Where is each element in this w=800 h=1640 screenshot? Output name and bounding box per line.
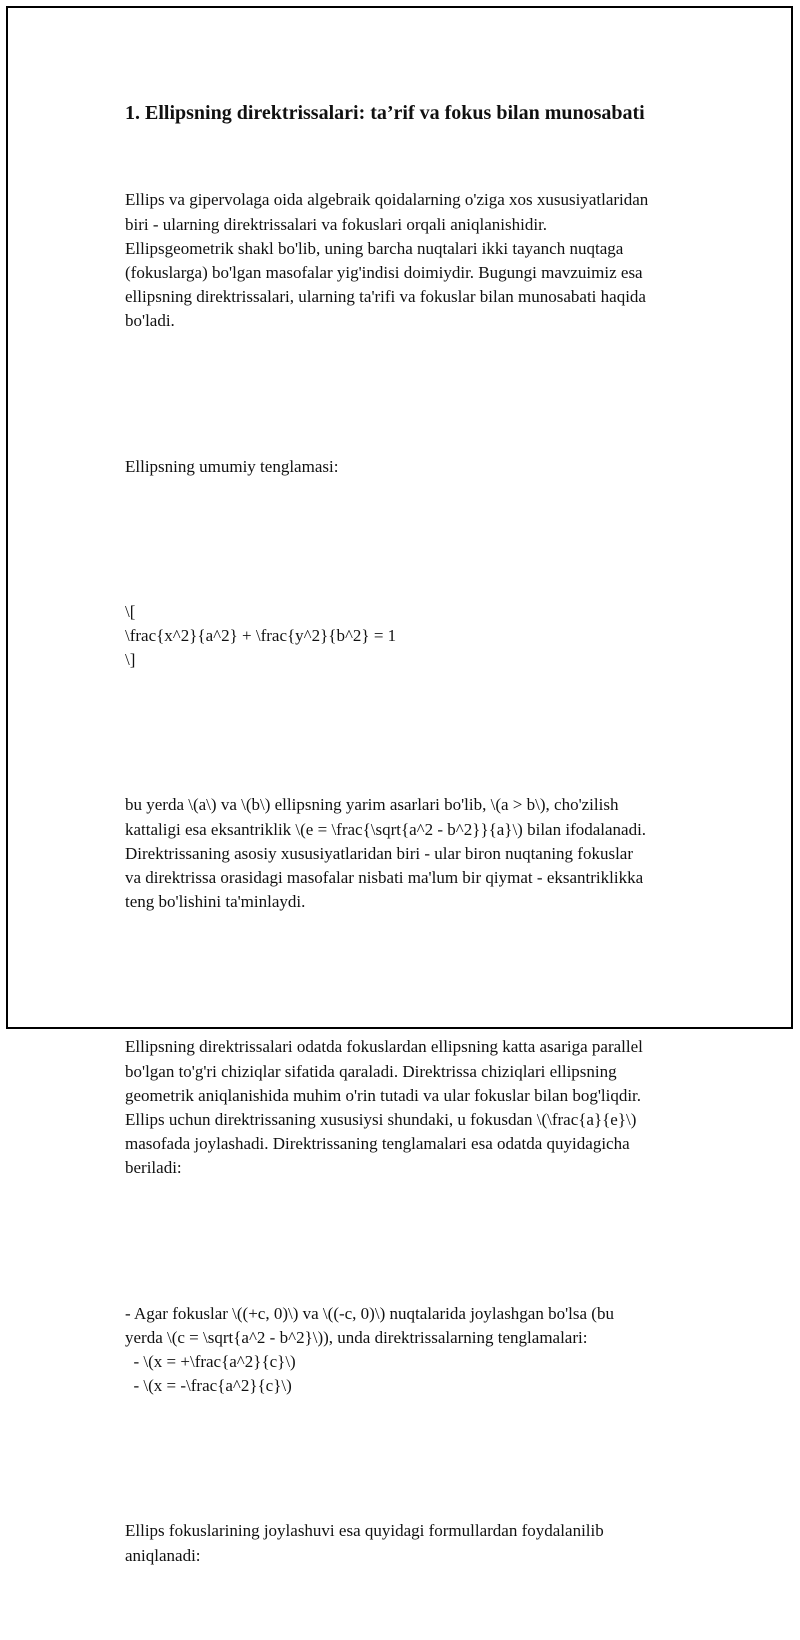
list-item: - \(x = -\frac{a^2}{c}\) <box>125 1376 292 1396</box>
text-line: teng bo'lishini ta'minlaydi. <box>125 892 306 912</box>
text-line: Ellipsning direktrissalari odatda fokuslardan ellipsning katta asariga parallel <box>125 1037 643 1057</box>
text-line: ellipsning direktrissalari, ularning ta'rifi va fokuslar bilan munosabati haqida <box>125 287 646 307</box>
list-item: - \(x = +\frac{a^2}{c}\) <box>125 1352 296 1372</box>
text-line: Ellips fokuslarining joylashuvi esa quyidagi formullardan foydalanilib <box>125 1521 604 1541</box>
text-line: bo'lgan to'g'ri chiziqlar sifatida qaraladi. Direktrissa chiziqlari ellipsning <box>125 1061 617 1081</box>
text-line: bu yerda \(a\) va \(b\) ellipsning yarim asarlari bo'lib, \(a > b\), cho'zilish <box>125 795 619 815</box>
text-line: Ellipsning umumiy tenglamasi: <box>125 456 339 476</box>
text-line: kattaligi esa eksantriklik \(e = \frac{\sqrt{a^2 - b^2}}{a}\) bilan ifodalanadi. <box>125 819 647 839</box>
document-body <box>125 100 705 1640</box>
text-line: Ellipsgeometrik shakl bo'lib, uning barcha nuqtalari ikki tayanch nuqtaga <box>125 238 624 258</box>
text-line: bo'ladi. <box>125 311 175 331</box>
text-line: Ellips va gipervolaga oida algebraik qoidalarning o'ziga xos xususiyatlaridan <box>125 190 649 210</box>
page-frame <box>6 6 793 1565</box>
paragraph-directrix <box>125 987 705 1229</box>
paragraph-focus-list <box>125 1253 705 1447</box>
equation-line: \] <box>125 650 136 670</box>
paragraph-conclusion <box>125 1471 705 1616</box>
equation-line: \frac{x^2}{a^2} + \frac{y^2}{b^2} = 1 <box>125 626 397 646</box>
list-item: - Agar fokuslar \((+c, 0)\) va \((-c, 0)\) nuqtalarida joylashgan bo'lsa (bu <box>125 1303 614 1323</box>
text-line: Direktrissaning asosiy xususiyatlaridan biri - ular biron nuqtaning fokuslar <box>125 843 634 863</box>
text-line: beriladi: <box>125 1158 182 1178</box>
text-line: geometrik aniqlanishida muhim o'rin tutadi va ular fokuslar bilan bog'liqdir. <box>125 1085 642 1105</box>
equation-line: \[ <box>125 601 136 621</box>
paragraph-intro <box>125 140 705 382</box>
paragraph-equation-label <box>125 406 705 527</box>
list-item: yerda \(c = \sqrt{a^2 - b^2}\)), unda direktrissalarning tenglamalari: <box>125 1327 588 1347</box>
paragraph-equation <box>125 551 705 720</box>
text-line: (fokuslarga) bo'lgan masofalar yig'indisi doimiydir. Bugungi mavzuimiz esa <box>125 263 643 283</box>
text-line: masofada joylashadi. Direktrissaning tenglamalari esa odatda quyidagicha <box>125 1134 630 1154</box>
section-heading: 1. Ellipsning direktrissalari: ta’rif va fokus bilan munosabati <box>125 102 645 124</box>
text-line: va direktrissa orasidagi masofalar nisbati ma'lum bir qiymat - eksantriklikka <box>125 868 644 888</box>
paragraph-eccentricity <box>125 745 705 963</box>
text-line: biri - ularning direktrissalari va fokuslari orqali aniqlanishidir. <box>125 214 548 234</box>
text-line: aniqlanadi: <box>125 1545 201 1565</box>
text-line: Ellips uchun direktrissaning xususiysi shundaki, u fokusdan \(\frac{a}{e}\) <box>125 1110 637 1130</box>
